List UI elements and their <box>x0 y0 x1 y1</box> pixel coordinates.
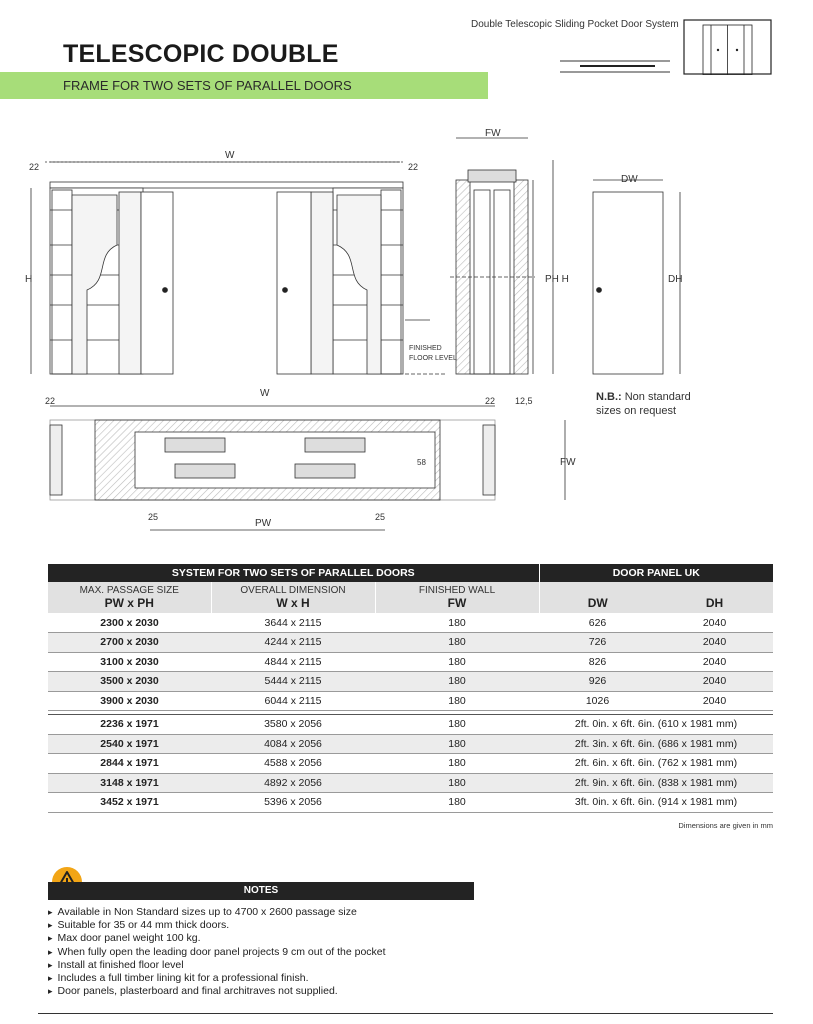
notes-list <box>48 906 386 998</box>
list-item: ▸ Install at finished floor level <box>48 959 386 972</box>
door-panel-view <box>593 180 683 374</box>
label-h: H <box>25 274 33 285</box>
table-cell: 4588 x 2056 <box>211 754 375 774</box>
label-12-5: 12,5 <box>515 396 533 406</box>
dimensions-footnote: Dimensions are given in mm <box>678 821 773 830</box>
table-cell: 4892 x 2056 <box>211 773 375 793</box>
table-cell: 180 <box>375 715 539 735</box>
table-cell: 2236 x 1971 <box>48 715 211 735</box>
notes-header: NOTES <box>48 882 474 900</box>
table-cell: 3148 x 1971 <box>48 773 211 793</box>
label-w-plan: W <box>260 388 270 399</box>
table-row <box>48 672 773 692</box>
system-name: Double Telescopic Sliding Pocket Door System <box>471 19 679 30</box>
label-58: 58 <box>417 458 426 467</box>
table-cell: 180 <box>375 672 539 692</box>
table-cell: 180 <box>375 652 539 672</box>
nb-line2: sizes on request <box>596 405 677 417</box>
table-cell: 2040 <box>656 613 773 633</box>
plan-icon <box>560 58 670 78</box>
col4-header: DW <box>539 596 656 613</box>
table-cell: 3500 x 2030 <box>48 672 211 692</box>
label-floor-level: FLOOR LEVEL <box>409 355 457 362</box>
table-cell: 3580 x 2056 <box>211 715 375 735</box>
table-cell: 626 <box>539 613 656 633</box>
list-item: ▸ Includes a full timber lining kit for a professional finish. <box>48 972 386 985</box>
table-row <box>48 691 773 711</box>
table-cell: 2040 <box>656 652 773 672</box>
col5-header: DH <box>656 596 773 613</box>
table-cell: 2040 <box>656 633 773 653</box>
table-cell: 180 <box>375 754 539 774</box>
table-cell: 3ft. 0in. x 6ft. 6in. (914 x 1981 mm) <box>539 793 773 813</box>
table-cell: 180 <box>375 633 539 653</box>
table-cell: 180 <box>375 773 539 793</box>
page-subtitle: FRAME FOR TWO SETS OF PARALLEL DOORS <box>63 78 352 93</box>
label-25-right: 25 <box>375 512 386 522</box>
table-cell: 3644 x 2115 <box>211 613 375 633</box>
col3-top: FINISHED WALL <box>375 582 539 596</box>
non-standard-note <box>596 390 691 418</box>
label-22-plan-right: 22 <box>485 396 496 406</box>
page-title: TELESCOPIC DOUBLE <box>63 40 339 68</box>
table-cell: 6044 x 2115 <box>211 691 375 711</box>
table-cell: 4844 x 2115 <box>211 652 375 672</box>
table-row <box>48 773 773 793</box>
table-cell: 1026 <box>539 691 656 711</box>
table-cell: 2040 <box>656 672 773 692</box>
table-cell: 3452 x 1971 <box>48 793 211 813</box>
col3-header: FW <box>375 596 539 613</box>
table-cell: 4244 x 2115 <box>211 633 375 653</box>
list-item: ▸ Max door panel weight 100 kg. <box>48 932 386 945</box>
list-item: ▸ When fully open the leading door panel projects 9 cm out of the pocket <box>48 946 386 959</box>
list-item: ▸ Door panels, plasterboard and final architraves not supplied. <box>48 985 386 998</box>
table-cell: 3100 x 2030 <box>48 652 211 672</box>
table-row <box>48 793 773 813</box>
table-cell: 2ft. 6in. x 6ft. 6in. (762 x 1981 mm) <box>539 754 773 774</box>
table-cell: 3900 x 2030 <box>48 691 211 711</box>
table-row <box>48 652 773 672</box>
list-item: ▸ Available in Non Standard sizes up to 4700 x 2600 passage size <box>48 906 386 919</box>
label-w: W <box>225 150 235 161</box>
table-cell: 5444 x 2115 <box>211 672 375 692</box>
label-fw-plan: FW <box>560 457 576 468</box>
sizes-table <box>48 564 773 813</box>
list-item: ▸ Suitable for 35 or 44 mm thick doors. <box>48 919 386 932</box>
label-finished: FINISHED <box>409 345 442 352</box>
table-cell: 180 <box>375 793 539 813</box>
label-pw: PW <box>255 518 272 529</box>
label-ph-h: PH H <box>545 274 569 285</box>
table-cell: 180 <box>375 734 539 754</box>
label-dh: DH <box>668 274 683 285</box>
label-22-right: 22 <box>408 162 419 172</box>
nb-label: N.B.: <box>596 391 622 403</box>
col1-header: PW x PH <box>48 596 211 613</box>
col1-top: MAX. PASSAGE SIZE <box>48 582 211 596</box>
table-cell: 826 <box>539 652 656 672</box>
table-cell: 726 <box>539 633 656 653</box>
nb-line1: Non standard <box>621 391 691 403</box>
table-cell: 926 <box>539 672 656 692</box>
label-22-plan-left: 22 <box>45 396 56 406</box>
table-row <box>48 613 773 633</box>
front-elevation <box>31 162 445 374</box>
label-fw-top: FW <box>485 128 501 139</box>
col2-top: OVERALL DIMENSION <box>211 582 375 596</box>
table-cell: 5396 x 2056 <box>211 793 375 813</box>
footer-rule <box>38 1013 773 1014</box>
group-header-panel: DOOR PANEL UK <box>539 564 773 582</box>
plan-view <box>50 406 565 530</box>
subtitle-band <box>0 72 488 99</box>
col2-header: W x H <box>211 596 375 613</box>
technical-drawings <box>25 120 785 540</box>
section-view <box>450 138 553 374</box>
table-cell: 2700 x 2030 <box>48 633 211 653</box>
table-row <box>48 715 773 735</box>
table-cell: 2ft. 3in. x 6ft. 6in. (686 x 1981 mm) <box>539 734 773 754</box>
table-row <box>48 633 773 653</box>
table-cell: 2ft. 0in. x 6ft. 6in. (610 x 1981 mm) <box>539 715 773 735</box>
table-cell: 2ft. 9in. x 6ft. 6in. (838 x 1981 mm) <box>539 773 773 793</box>
door-system-logo <box>683 19 772 75</box>
table-cell: 4084 x 2056 <box>211 734 375 754</box>
label-25-left: 25 <box>148 512 159 522</box>
table-cell: 2040 <box>656 691 773 711</box>
label-dw: DW <box>621 174 638 185</box>
table-cell: 2300 x 2030 <box>48 613 211 633</box>
group-header-system: SYSTEM FOR TWO SETS OF PARALLEL DOORS <box>48 564 539 582</box>
label-22-left: 22 <box>29 162 40 172</box>
table-cell: 180 <box>375 613 539 633</box>
table-row <box>48 754 773 774</box>
table-cell: 2540 x 1971 <box>48 734 211 754</box>
table-cell: 180 <box>375 691 539 711</box>
table-row <box>48 734 773 754</box>
table-cell: 2844 x 1971 <box>48 754 211 774</box>
